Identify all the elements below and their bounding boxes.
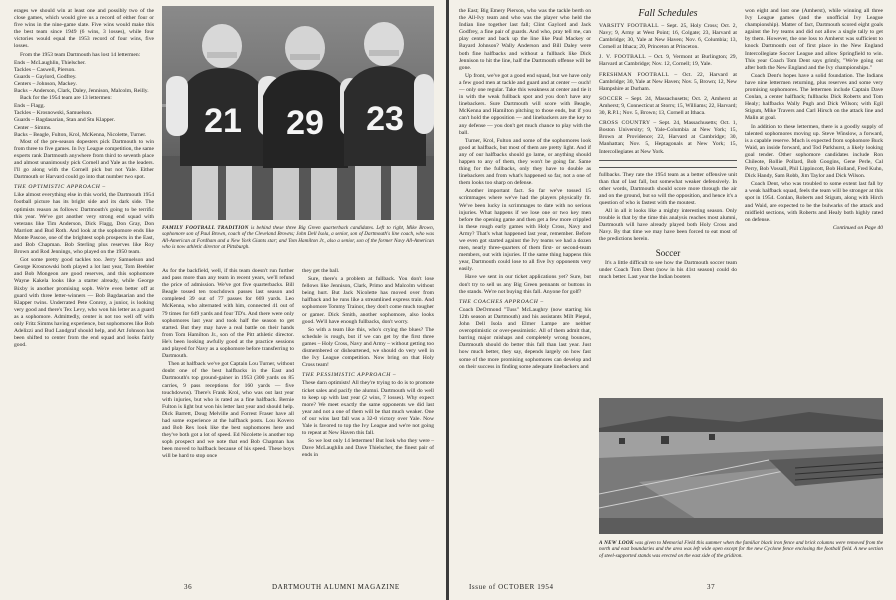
- caption-lead: A NEW LOOK: [599, 540, 634, 546]
- section-divider: [599, 160, 737, 168]
- schedule-text: – Sept. 24, Massachusetts; Oct. 1, Boston University; 9, Yale-Columbia at New York; 15, Brown at Providence; 22, Harvard at Cambridge; 30, Manhattan; Nov. 5, Heptagonals at New York; 15, Intercollegiates at New York.: [599, 120, 737, 155]
- schedule-freshman-football: [599, 72, 737, 93]
- schedule-text: – Oct. 22, Harvard at Cambridge; 30, Yale at New Haven; Nov. 5, Brown; 12, New Hampshire at Durham.: [599, 71, 737, 92]
- coaches-paragraph: Coach DeOrmond "Tuss" McLaughry (now starting his 12th season at Dartmouth) and his assistants Milt Piepul, John Dell Isola and Elmer Lampe are neither overoptimistic or over-pessimistic. All of them admit that, barring major mishaps and completely wrong bounces, Dartmouth should do better this fall than last year. Just how much better, they say, depends largely on how fast some of the more promising sophomores can develop and on their success in finding some adequate linebackers and: [459, 306, 591, 370]
- roster-line: Ends – McLaughlin, Thielscher.: [14, 59, 86, 66]
- pessimistic-paragraph-7: Have we sent in our ticket applications yet? Sure, but don't try to sell us any Big Green pennants or buttons in the stands. We're not buying this fall. Anyone for golf?: [459, 274, 591, 295]
- jersey-number: 29: [286, 104, 324, 142]
- caption-lead: FAMILY FOOTBALL TRADITION: [162, 225, 249, 231]
- right-page-footer: Issue of OCTOBER 1954: [469, 583, 554, 591]
- soccer-title: Soccer: [655, 247, 681, 258]
- caption-text: was given to Memorial Field this summer when the familiar black iron fence and brick columns were removed from the north and east boundaries and the area was left wide open except for the new Cyclone fence enclosing the football field. A new section of steel-supported stands was erected on the east side of the gridiron.: [599, 540, 883, 559]
- returning-paragraph: Back for the 1954 team are 13 lettermen:: [20, 95, 112, 102]
- pessimistic-paragraph-4: Up front, we've got a good end squad, but we have only a few good men at tackle and guard and at center — ouch! — only one regular. Take this weakness at center and tie it in with the weak fullback spot and you don't have any linebackers. Sure Dartmouth will score with Beagle, McKenna and Hamilton pitching to those ends, but if you can't hold the opposition — and linebackers are the key to any defense — you don't get much chance to play with the ball.: [459, 72, 591, 136]
- pessimistic-paragraph-1: These darn optimists! All they're trying to do is to promote ticket sales and pacify the alumni. Dartmouth will do well to keep up with last year (2 wins, 7 losses). Why expect more? We meet exactly the same opponents we did last year and not a one of them will be that much weaker. One of our wins last fall was a 32-0 victory over Yale. Now Yale is favored to top the Ivy League and we're not going to repeat at New Haven this fall.: [302, 380, 434, 437]
- schedule-text: – Oct. 9, Vermont at Burlington; 29, Harvard at Cambridge; Nov. 12, Cornell; 19, Yale.: [599, 54, 737, 68]
- schedule-text: – Sept. 24, Massachusetts; Oct. 2, Amherst at Amherst; 9, Connecticut at Storrs; 15, Williams; 22, Harvard; 30, R.P.I.; Nov. 5, Brown; 13, Cornell at Ithaca.: [599, 95, 738, 117]
- right-column-3: [745, 8, 883, 233]
- dopesters-paragraph: Most of the pre-season dopesters pick Dartmouth to win from three to five games. In Ivy League competition, the same experts rank Dartmouth anywhere from third to seventh place and almost unanimously pick Cornell and Yale as the leaders. I'll go along with the Cornell pick but not Yale. Either Dartmouth or Harvard could go into that number two spot.: [14, 138, 154, 181]
- left-column-2: [162, 268, 294, 462]
- memorial-field-photo: [599, 398, 883, 534]
- schedule-label: CROSS COUNTRY: [599, 120, 651, 127]
- pessimistic-paragraph-3: the East; Big Emery Pierson, who was the tackle berth on the All-Ivy team and who was the player who held the Indian line together last fall; Clint Gaylord and Jack Godfrey, a fine pair of guards. And who, pray tell me, can play center and back up the line like Paul Mackey or Bayard Johnson? Wally Anderson and Bill Daley were both fine halfbacks and without a fullback like Dick Jennison to hit the line, half the Dartmouth offense will be gone.: [459, 8, 591, 71]
- schedule-label: VARSITY FOOTBALL: [599, 23, 659, 29]
- soccer-paragraph-1: It's a little difficult to see how the Dartmouth soccer team under Coach Tom Dent (now in his 41st season) could do much better. Last year the Indian booters: [599, 259, 737, 280]
- memorial-field-caption: [599, 540, 883, 559]
- schedule-label: FRESHMAN FOOTBALL: [599, 71, 670, 78]
- pessimistic-paragraph-5: Turner, Krol, Fulton and some of the sophomores look good at halfback, but most of them are pretty light. And if any of our halfbacks should go lame, or anything should happen to any of them, they won't be going far. Same thing for the fullbacks, only they have to double as linebackers and from what's happened so far, not a one of them looks too sharp on defense.: [459, 137, 591, 187]
- continued-note: Continued on Page 40: [832, 224, 883, 231]
- soccer-paragraph-2: won eight and lost one (Amherst), while winning all three Ivy League games (and the unofficial Ivy League championship). Matter of fact, Dartmouth scored eight goals against the Ivy teams and did not allow a single tally to get by them. However, the one loss to Amherst was sufficient to knock Dartmouth out of first place in the New England Intercollegiate Soccer League and allow Springfield to win. This year Coach Tom Dent says grimly, "We're going out after both the New England and the Ivy championships.": [745, 8, 883, 71]
- quarterbacks-photo-caption: [162, 225, 434, 251]
- right-page-number: 37: [707, 583, 716, 591]
- pessimistic-heading: THE PESSIMISTIC APPROACH –: [302, 372, 397, 379]
- soccer-paragraph-3: Coach Dent's hopes have a solid foundation. The Indians have nine lettermen returning, plus reserves and some very promising sophomores. The lettermen include Captain Dave Conlan, a center halfback; fullbacks Dick Roberts and Tom Healy; halfbacks Wally Pugh and Dick Wilson; with Egil Stigum, Mike Travers and Carl Hirsch on the attack line and Malin at goal.: [745, 72, 883, 122]
- coaches-paragraph-2: fullbacks. They rate the 1954 team as a better offensive unit than that of last fall, but somewhat weaker defensively. In other words, Dartmouth should score more through the air and on the ground, but so will the opposition, and hence it's a question of who is fastest with the moutest.: [599, 171, 737, 206]
- schedule-label: SOCCER: [599, 95, 623, 102]
- left-column-3: [302, 268, 434, 460]
- schedule-soccer: [599, 96, 737, 117]
- roster-lost: [14, 60, 154, 95]
- optimistic-heading: THE OPTIMISTIC APPROACH –: [14, 184, 106, 191]
- quarterbacks-photo: [162, 6, 434, 220]
- left-page-number: 36: [184, 583, 193, 591]
- memorial-field-image: [599, 398, 883, 534]
- pessimistic-paragraph-6: Another important fact. So far we've tossed 15 scrimmages where we've had the players physically fit. We've been lucky in scrimmages to date with no serious injuries. What happens if we lose one or two key men before the opening game and then get a few more crippled in these rough early games with Holy Cross, Navy and Army? That's what happened last year, remember. Before we even got started against the Ivy teams we had a dozen men, nearly three-quarters of them first- or second-team members, out with injuries. If the same thing happens this year, Dartmouth could lose to all five Ivy opponents very easily.: [459, 188, 591, 273]
- fullback-paragraph: Sure, there's a problem at fullback. You don't lose fellows like Jennison, Clark, Primo and Malcolm without being hurt. But Jack Nicolette has moved over from halfback and he runs like a streamlined express train. And sophomore Tommy Trainor, they don't come much tougher or gamer. Dick Smith, another sophomore, also looks good. We'll have enough fullbacks, don't worry.: [302, 276, 434, 325]
- coaches-heading: THE COACHES APPROACH –: [459, 298, 544, 305]
- halfback-paragraph: Then at halfback we've got Captain Lou Turner, without doubt one of the best halfbacks in the East and Dartmouth's top ground-gainer in 1953 (300 yards on 85 carries, 9 pass receptions for 160 yards — five touchdowns). There's Frank Krol, who was out last year with injuries, but who is rated as a fine halfback. Bernie Fulton is light but won his letter last year and should help. Dick Barrett, Doug Melville and Forrest Fraser have all had some experience at the halfback posts. Lou Kovero and Bob Rex look like the best sophomores here and they've both got a lot of speed. Ed Nicolette is another top soph prospect and we note that end Bob Chapman has been moved to halfback because of his speed. These boys will be hard to stop once: [162, 361, 294, 460]
- backfield-paragraph: As for the backfield, well, if this team doesn't run further and pass more than any team in recent years, we'll refund the price of admission. We've got five quarterbacks. Bill Beagle tossed ten touchdown passes last season and completed 39 out of 77 passes for 669 yards. Leo McKenna, who alternated with him, connected 41 out of 79 times for 649 yards and four TD's. And there were only sophomores last year and took half the season to get started. But they may have a real battle on their hands from Tom Hamilton Jr., son of the Pitt athletic director. He's been looking awfully good at the practice sessions and played for Navy as a sophomore before transferring to Dartmouth.: [162, 268, 294, 360]
- roster-line: Tackles – Krosnowski, Samuelson.: [14, 110, 93, 117]
- roster-back: [14, 103, 154, 138]
- schedule-cross-country: [599, 120, 737, 155]
- roster-line: Tackles – Caswell, Pierson.: [14, 66, 76, 73]
- season-paragraph: All in all it looks like a mighty interesting season. Only trouble is that by the time this analysis reaches most alumni, Dartmouth will have already played both Holy Cross and Navy. By that time we may have been forced to eat most of the predictions herein.: [599, 208, 737, 243]
- jersey-number: 23: [366, 100, 404, 138]
- right-page: [449, 0, 896, 600]
- optimistic-paragraph-1: Like almost everything else in this world, the Dartmouth 1954 football picture has its bright side and its dark side. The optimists reason as follows: Dartmouth's going to be terrific this year. We've got another very strong end squad with veterans like Tim Anderson, Dick Flagg, Don Gray, Don Marriott and Bud Roth. And look at the sophomore ends like Monte Pascoe, one of the brightest soph prospects in the East, and Bob Chapman. Bob Sterling plus reserves like Roy Brown and Rod Jennings, who played on the 1950 team.: [14, 192, 154, 256]
- left-column-1: [14, 8, 154, 350]
- roster-line: Guards – Gaylord, Godfrey.: [14, 73, 77, 80]
- left-page: [0, 0, 446, 600]
- fullback-lead: they get the ball.: [302, 268, 340, 274]
- schedule-jv-football: [599, 54, 737, 68]
- soccer-paragraph-5: Coach Dent, who was troubled to some extent last fall by a weak halfback squad, feels the team will be stronger at this spot in 1954. Conlan, Roberts and Stigum, along with Hirch and Waid, are expected to be the bulwarks of the attack and midfield sections, with Roberts and Healy both highly rated on defense.: [745, 181, 883, 223]
- quarterbacks-photo-image: [162, 6, 434, 220]
- blues-paragraph: So with a team like this, who's crying the blues? The schedule is rough, but if we can get by the first three games – Holy Cross, Navy and Army – without getting too dismembered or disheartened, we should do very well in the Ivy League competition. Now bring on that Holy Cross team!: [302, 326, 434, 369]
- roster-line: Guards – Bagdasarian, Stan and Stu Klapper.: [14, 117, 115, 124]
- pessimistic-paragraph-2: So we lost only 14 lettermen! But look who they were – Dave McLaughlin and Dave Thielscher, the finest pair of ends in: [302, 438, 434, 459]
- caption-text: is behind these three Big Green quarterback candidates. Left to right, Mike Brown, sophomore son of Paul Brown, coach of the Cleveland Browns; John Dell Isola, a senior, son of Dartmouth's line coach, who was All-American at Fordham and a New York Giants star; and Tom Hamilton Jr., also a senior, son of the former Navy All-American who is now athletic director at Pittsburgh.: [162, 225, 435, 251]
- jersey-number: 21: [204, 102, 242, 140]
- schedule-text: – Sept. 25, Holy Cross; Oct. 2, Navy; 9, Army at West Point; 16, Colgate; 23, Harvard at Cambridge; 30, Yale at New Haven; Nov. 6, Columbia; 13, Cornell at Ithaca; 20, Princeton at Princeton.: [599, 23, 737, 51]
- losses-paragraph: From the 1953 team Dartmouth has lost 14 lettermen:: [20, 51, 141, 58]
- schedules-title: Fall Schedules: [638, 8, 698, 19]
- left-page-footer: DARTMOUTH ALUMNI MAGAZINE: [272, 583, 400, 591]
- right-column-1: [459, 8, 591, 372]
- soccer-paragraph-4: In addition to these lettermen, there is a goodly supply of talented sophomores moving up. Steve Winslow, a forward, is a capable reserve. Much is expected from sophomore Buck Waid, an inside forward, and Tod Parkhurst, a likely looking goal tender. Other sophomore candidates include Ron Chileote, Rollie Pollard, Bob Googins, Gene Perle, Cal Perry, Bob Vossall, Phil Lippincott, Bob Holland, Fred Kuhn, Dick Handy, Sam Robb, Jim Taylor and Dick Wilson.: [745, 123, 883, 180]
- schedule-varsity-football: [599, 23, 737, 51]
- roster-line: Center – Simms.: [14, 124, 52, 131]
- roster-line: Backs – Beagle, Fulton, Krol, McKenna, Nicolette, Turner.: [14, 131, 147, 138]
- schedule-label: J. V. FOOTBALL: [599, 54, 646, 61]
- roster-line: Ends – Flagg.: [14, 103, 45, 110]
- right-column-2: [599, 8, 737, 282]
- optimistic-paragraph-2: Got some pretty good tackles too. Jerry Samuelson and George Krosnowski both played a lot last year, Tom Beebler and Bob Mongeon are good reserves, and this sophomore Wayne Kakela looks like a starter already, while George Bixby is another promising soph. We're even better off at guard with three letter-winners — Bob Bagdasarian and the Klapper twins. Underrated Pete Conroy, a junior, is looking very good and there's Tex Levy, who won his letter as a guard as a sophomore. Admittedly, center is not too well off with only Fritz Simms having experience, but sophomores like Bob Adelizzi and Bud Landgraf should help, and Art Johnson has been shifted to center from the end squad and looks fairly good.: [14, 257, 154, 349]
- roster-line: Centers – Johnson, Mackey.: [14, 80, 77, 87]
- roster-line: Backs – Anderson, Clark, Daley, Jennison, Malcolm, Reilly.: [14, 88, 149, 95]
- intro-paragraph: erages we should win at least one and possibly two of the close games, which would give us a record of either four or five wins in the nine-game slate. Five wins would make this the best team since 1949 (6 wins, 3 losses), while four victories would equal the 1953 record of four wins, five losses.: [14, 8, 154, 50]
